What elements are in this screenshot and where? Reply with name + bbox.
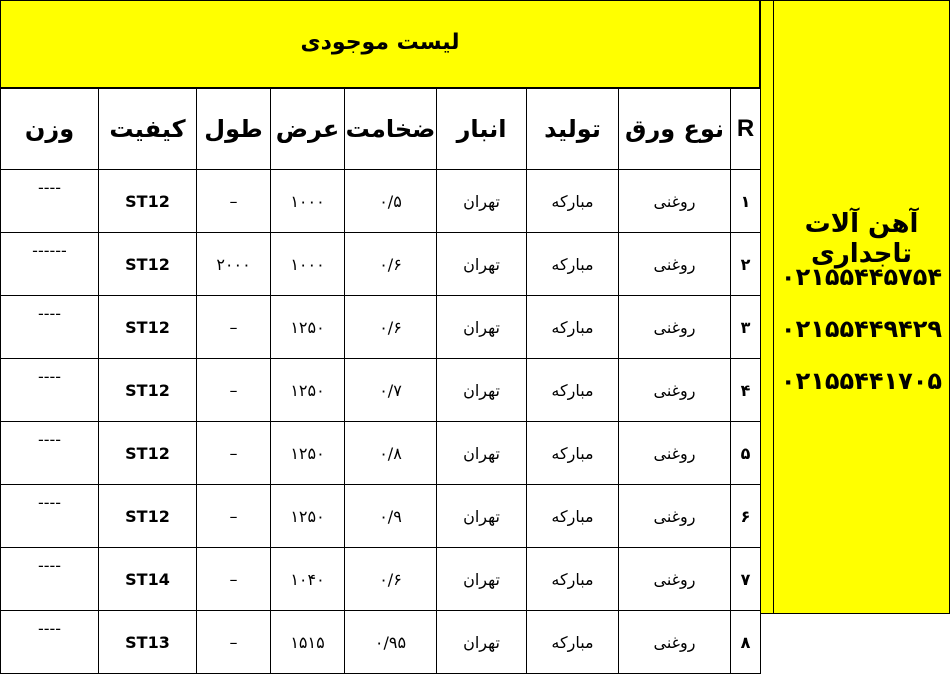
- cell-r: ۳: [731, 296, 761, 359]
- table-row: [1, 485, 761, 548]
- cell-sheet-type: روغنی: [619, 170, 731, 233]
- header-producer: تولید: [527, 89, 619, 170]
- cell-width: ۱۰۰۰: [271, 170, 345, 233]
- header-quality: کیفیت: [99, 89, 197, 170]
- header-length: طول: [197, 89, 271, 170]
- cell-thickness: ۰/۶: [345, 296, 437, 359]
- cell-warehouse: تهران: [437, 296, 527, 359]
- cell-weight: ----: [1, 422, 99, 485]
- cell-thickness: ۰/۹۵: [345, 611, 437, 674]
- phone-number-2[interactable]: ۰۲۱۵۵۴۴۹۴۲۹: [780, 315, 943, 343]
- cell-producer: مبارکه: [527, 359, 619, 422]
- cell-weight: ----: [1, 485, 99, 548]
- cell-weight: ------: [1, 233, 99, 296]
- contact-panel-inner: [773, 1, 949, 613]
- inventory-table: [0, 88, 761, 674]
- cell-sheet-type: روغنی: [619, 296, 731, 359]
- cell-weight: ----: [1, 359, 99, 422]
- cell-warehouse: تهران: [437, 233, 527, 296]
- cell-quality: ST14: [99, 548, 197, 611]
- cell-weight: ----: [1, 170, 99, 233]
- cell-length: ۲۰۰۰: [197, 233, 271, 296]
- cell-r: ۸: [731, 611, 761, 674]
- cell-quality: ST12: [99, 485, 197, 548]
- cell-producer: مبارکه: [527, 422, 619, 485]
- cell-quality: ST12: [99, 359, 197, 422]
- cell-length: –: [197, 170, 271, 233]
- cell-sheet-type: روغنی: [619, 233, 731, 296]
- cell-r: ۲: [731, 233, 761, 296]
- table-row: [1, 296, 761, 359]
- cell-thickness: ۰/۶: [345, 548, 437, 611]
- cell-width: ۱۲۵۰: [271, 485, 345, 548]
- company-name: آهن آلات تاجداری: [804, 209, 919, 269]
- cell-sheet-type: روغنی: [619, 485, 731, 548]
- header-sheet-type: نوع ورق: [619, 89, 731, 170]
- cell-producer: مبارکه: [527, 485, 619, 548]
- table-row: [1, 611, 761, 674]
- table-header-row: [1, 89, 761, 170]
- cell-warehouse: تهران: [437, 422, 527, 485]
- header-row-number: R: [731, 89, 761, 170]
- cell-warehouse: تهران: [437, 611, 527, 674]
- phone-number-1[interactable]: ۰۲۱۵۵۴۴۵۷۵۴: [780, 263, 943, 291]
- cell-weight: ----: [1, 548, 99, 611]
- header-thickness: ضخامت: [345, 89, 437, 170]
- cell-r: ۶: [731, 485, 761, 548]
- header-warehouse: انبار: [437, 89, 527, 170]
- cell-producer: مبارکه: [527, 233, 619, 296]
- cell-weight: ----: [1, 611, 99, 674]
- cell-sheet-type: روغنی: [619, 359, 731, 422]
- cell-quality: ST13: [99, 611, 197, 674]
- cell-producer: مبارکه: [527, 548, 619, 611]
- table-row: [1, 548, 761, 611]
- cell-width: ۱۲۵۰: [271, 296, 345, 359]
- table-row: [1, 233, 761, 296]
- cell-producer: مبارکه: [527, 611, 619, 674]
- cell-weight: ----: [1, 296, 99, 359]
- cell-width: ۱۵۱۵: [271, 611, 345, 674]
- cell-sheet-type: روغنی: [619, 422, 731, 485]
- cell-thickness: ۰/۹: [345, 485, 437, 548]
- cell-warehouse: تهران: [437, 170, 527, 233]
- cell-length: –: [197, 611, 271, 674]
- cell-producer: مبارکه: [527, 170, 619, 233]
- header-width: عرض: [271, 89, 345, 170]
- contact-panel: [760, 0, 950, 614]
- cell-quality: ST12: [99, 170, 197, 233]
- cell-quality: ST12: [99, 422, 197, 485]
- cell-width: ۱۰۴۰: [271, 548, 345, 611]
- cell-producer: مبارکه: [527, 296, 619, 359]
- cell-warehouse: تهران: [437, 548, 527, 611]
- cell-warehouse: تهران: [437, 359, 527, 422]
- header-weight: وزن: [1, 89, 99, 170]
- cell-width: ۱۲۵۰: [271, 422, 345, 485]
- cell-quality: ST12: [99, 296, 197, 359]
- cell-sheet-type: روغنی: [619, 548, 731, 611]
- table-row: [1, 422, 761, 485]
- cell-warehouse: تهران: [437, 485, 527, 548]
- cell-thickness: ۰/۵: [345, 170, 437, 233]
- cell-r: ۷: [731, 548, 761, 611]
- cell-thickness: ۰/۶: [345, 233, 437, 296]
- cell-r: ۵: [731, 422, 761, 485]
- cell-length: –: [197, 422, 271, 485]
- cell-width: ۱۲۵۰: [271, 359, 345, 422]
- cell-r: ۱: [731, 170, 761, 233]
- page-title: لیست موجودی: [0, 0, 760, 88]
- cell-thickness: ۰/۸: [345, 422, 437, 485]
- cell-length: –: [197, 296, 271, 359]
- cell-sheet-type: روغنی: [619, 611, 731, 674]
- cell-r: ۴: [731, 359, 761, 422]
- cell-length: –: [197, 548, 271, 611]
- cell-length: –: [197, 485, 271, 548]
- cell-thickness: ۰/۷: [345, 359, 437, 422]
- phone-number-3[interactable]: ۰۲۱۵۵۴۴۱۷۰۵: [780, 367, 943, 395]
- cell-quality: ST12: [99, 233, 197, 296]
- table-row: [1, 359, 761, 422]
- table-row: [1, 170, 761, 233]
- cell-width: ۱۰۰۰: [271, 233, 345, 296]
- cell-length: –: [197, 359, 271, 422]
